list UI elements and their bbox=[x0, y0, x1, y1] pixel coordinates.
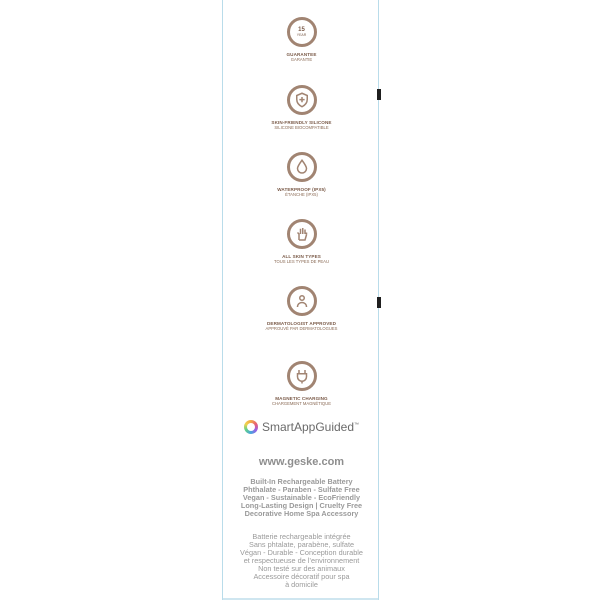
fold-tab-top bbox=[377, 89, 381, 100]
description-line: et respectueuse de l’environnement bbox=[243, 556, 360, 565]
feature-sublabel: APPROUVÉ PAR DERMATOLOGUES bbox=[265, 326, 338, 332]
hand-icon bbox=[287, 219, 317, 249]
feature-label: MAGNETIC CHARGING bbox=[275, 396, 328, 401]
brand-ring-icon bbox=[244, 420, 258, 434]
feature-label: WATERPROOF (IPX5) bbox=[277, 187, 326, 192]
feature-waterproof bbox=[223, 152, 380, 197]
description-line: Accessoire décoratif pour spa bbox=[253, 572, 350, 581]
french-description bbox=[223, 533, 380, 589]
feature-all-skin-types bbox=[223, 219, 380, 264]
description-line: Phthalate - Paraben - Sulfate Free bbox=[243, 485, 360, 494]
description-line: Decorative Home Spa Accessory bbox=[244, 509, 359, 518]
packaging-panel bbox=[222, 0, 379, 600]
description-line: Non testé sur des animaux bbox=[258, 564, 345, 573]
feature-sublabel: TOUS LES TYPES DE PEAU bbox=[274, 259, 329, 265]
description-line: Long-Lasting Design | Cruelty Free bbox=[240, 501, 363, 510]
feature-label: SKIN-FRIENDLY SILICONE bbox=[271, 120, 332, 125]
guarantee-15-year-icon: 15 YEAR bbox=[287, 17, 317, 47]
feature-sublabel: CHARGEMENT MAGNÉTIQUE bbox=[271, 401, 332, 407]
feature-guarantee bbox=[223, 17, 380, 62]
feature-magnetic-charging bbox=[223, 361, 380, 406]
brand-name: SmartAppGuided™ bbox=[261, 420, 360, 434]
water-drop-icon bbox=[287, 152, 317, 182]
brand-logo bbox=[223, 420, 380, 434]
feature-label: DERMATOLOGIST APPROVED bbox=[267, 321, 336, 326]
english-description bbox=[223, 478, 380, 518]
feature-sublabel: ÉTANCHE (IPX5) bbox=[285, 192, 318, 198]
feature-sublabel: SILICONE BIOCOMPATIBLE bbox=[274, 125, 329, 131]
description-line: Sans phtalate, parabène, sulfate bbox=[248, 540, 355, 549]
feature-dermatologist bbox=[223, 286, 380, 331]
magnetic-charger-icon bbox=[287, 361, 317, 391]
shield-plus-icon bbox=[287, 85, 317, 115]
description-line: Végan - Durable - Conception durable bbox=[240, 548, 363, 557]
feature-label: ALL SKIN TYPES bbox=[282, 254, 321, 259]
feature-skin-friendly bbox=[223, 85, 380, 130]
dermatologist-icon bbox=[287, 286, 317, 316]
description-line: à domicile bbox=[285, 580, 318, 589]
feature-sublabel: GARANTIE bbox=[290, 57, 313, 63]
website-url[interactable]: www.geske.com bbox=[258, 456, 345, 468]
description-line: Built-In Rechargeable Battery bbox=[250, 477, 353, 486]
description-line: Batterie rechargeable intégrée bbox=[252, 532, 351, 541]
description-line: Vegan - Sustainable - EcoFriendly bbox=[242, 493, 361, 502]
feature-label: GUARANTEE bbox=[286, 52, 317, 57]
fold-tab-bottom bbox=[377, 297, 381, 308]
